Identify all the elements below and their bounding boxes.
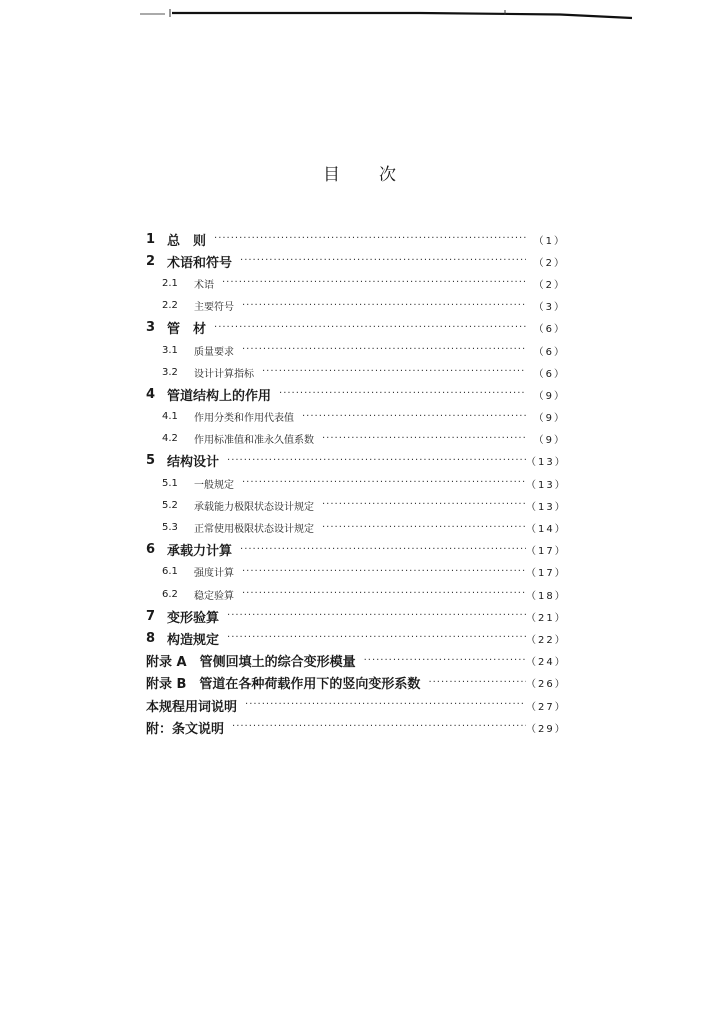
- dot-leader: [302, 412, 526, 422]
- dot-leader: [428, 678, 526, 688]
- table-of-contents: [146, 228, 566, 738]
- toc-entry[interactable]: [146, 716, 566, 738]
- dot-leader: [245, 700, 526, 710]
- toc-entry[interactable]: [146, 250, 566, 272]
- dot-leader: [242, 589, 526, 599]
- toc-entry-number: 7: [146, 608, 156, 624]
- toc-entry[interactable]: [146, 694, 566, 716]
- toc-entry[interactable]: [146, 450, 566, 472]
- toc-entry-page: （6）: [533, 324, 566, 336]
- toc-entry-title: 附录 A 管侧回填土的综合变形模量: [146, 651, 364, 670]
- toc-entry-page: （6）: [533, 368, 566, 380]
- toc-entry-page: （22）: [526, 634, 567, 646]
- toc-entry[interactable]: [146, 561, 566, 583]
- toc-entry-title: 附录 B 管道在各种荷载作用下的竖向变形系数: [146, 673, 428, 692]
- toc-entry[interactable]: [146, 472, 566, 494]
- dot-leader: [227, 456, 526, 466]
- toc-entry-number: 8: [146, 630, 156, 646]
- toc-entry-page: （21）: [526, 612, 567, 624]
- toc-entry-title: 总 则: [167, 230, 214, 249]
- toc-entry-number: 3: [146, 320, 156, 336]
- toc-entry-title: 构造规定: [167, 629, 227, 648]
- dot-leader: [322, 500, 526, 510]
- toc-entry-number: 5.2: [162, 499, 178, 511]
- toc-entry-page: （13）: [526, 501, 567, 513]
- dot-leader: [214, 323, 526, 333]
- dot-leader: [240, 256, 526, 266]
- toc-entry[interactable]: [146, 295, 566, 317]
- toc-entry[interactable]: [146, 383, 566, 405]
- toc-entry-number: 6.1: [162, 566, 178, 578]
- toc-entry-page: （14）: [526, 524, 567, 536]
- toc-entry-page: （2）: [533, 257, 566, 269]
- toc-entry-page: （17）: [526, 568, 567, 580]
- toc-heading: [0, 160, 728, 190]
- toc-entry[interactable]: [146, 494, 566, 516]
- toc-entry-title: 本规程用词说明: [146, 696, 245, 715]
- toc-entry-page: （9）: [533, 413, 566, 425]
- toc-entry-title: 术语和符号: [167, 252, 240, 271]
- dot-leader: [279, 389, 526, 399]
- toc-entry[interactable]: [146, 428, 566, 450]
- toc-entry-page: （13）: [526, 479, 567, 491]
- dot-leader: [364, 656, 526, 666]
- toc-entry-title: 强度计算: [194, 564, 242, 579]
- dot-leader: [214, 234, 526, 244]
- toc-entry-title: 作用分类和作用代表值: [194, 409, 302, 424]
- toc-entry-page: （1）: [533, 235, 566, 247]
- scan-edge-line: [0, 0, 728, 30]
- toc-entry-number: 3.2: [162, 366, 178, 378]
- toc-entry-number: 4.2: [162, 433, 178, 445]
- toc-entry-number: 4.1: [162, 411, 178, 423]
- toc-entry[interactable]: [146, 516, 566, 538]
- toc-entry-title: 管道结构上的作用: [167, 385, 279, 404]
- toc-entry-title: 质量要求: [194, 343, 242, 358]
- toc-entry-page: （3）: [533, 302, 566, 314]
- toc-entry-page: （26）: [526, 679, 567, 691]
- toc-entry[interactable]: [146, 672, 566, 694]
- toc-entry-number: 4: [146, 386, 156, 402]
- toc-entry-page: （13）: [526, 457, 567, 469]
- toc-entry[interactable]: [146, 228, 566, 250]
- toc-entry-page: （9）: [533, 435, 566, 447]
- toc-entry[interactable]: [146, 650, 566, 672]
- toc-entry-number: 2.2: [162, 300, 178, 312]
- toc-entry[interactable]: [146, 317, 566, 339]
- toc-entry[interactable]: [146, 361, 566, 383]
- toc-entry-page: （17）: [526, 546, 567, 558]
- toc-entry-page: （27）: [526, 701, 567, 713]
- toc-entry-title: 附：条文说明: [146, 718, 232, 737]
- toc-entry-title: 承载能力极限状态设计规定: [194, 498, 322, 513]
- dot-leader: [242, 345, 526, 355]
- toc-entry[interactable]: [146, 406, 566, 428]
- toc-entry-page: （2）: [533, 279, 566, 291]
- toc-entry-page: （29）: [526, 723, 567, 735]
- dot-leader: [262, 367, 526, 377]
- toc-entry-number: 3.1: [162, 344, 178, 356]
- toc-entry-page: （9）: [533, 390, 566, 402]
- toc-entry-title: 变形验算: [167, 607, 227, 626]
- toc-entry-title: 结构设计: [167, 451, 227, 470]
- toc-entry-title: 主要符号: [194, 298, 242, 313]
- toc-entry[interactable]: [146, 627, 566, 649]
- dot-leader: [222, 278, 526, 288]
- toc-entry-number: 1: [146, 231, 156, 247]
- toc-entry-number: 5: [146, 453, 156, 469]
- toc-entry-page: （6）: [533, 346, 566, 358]
- dot-leader: [322, 434, 526, 444]
- dot-leader: [242, 478, 526, 488]
- toc-entry-title: 管 材: [167, 318, 214, 337]
- dot-leader: [240, 545, 526, 555]
- toc-entry[interactable]: [146, 583, 566, 605]
- toc-entry-title: 作用标准值和准永久值系数: [194, 431, 322, 446]
- toc-entry-page: （24）: [526, 657, 567, 669]
- toc-entry[interactable]: [146, 605, 566, 627]
- toc-entry-number: 5.1: [162, 477, 178, 489]
- toc-entry-number: 6: [146, 542, 156, 558]
- dot-leader: [232, 722, 526, 732]
- toc-entry-page: （18）: [526, 590, 567, 602]
- toc-entry[interactable]: [146, 339, 566, 361]
- toc-entry[interactable]: [146, 539, 566, 561]
- dot-leader: [322, 523, 526, 533]
- dot-leader: [227, 611, 526, 621]
- toc-entry-title: 设计计算指标: [194, 365, 262, 380]
- toc-heading-part1: 目: [323, 165, 341, 185]
- toc-entry-title: 承载力计算: [167, 540, 240, 559]
- toc-heading-part2: 次: [379, 165, 397, 185]
- toc-entry-title: 稳定验算: [194, 587, 242, 602]
- dot-leader: [242, 567, 526, 577]
- dot-leader: [242, 301, 526, 311]
- toc-entry-title: 术语: [194, 276, 222, 291]
- toc-entry-title: 正常使用极限状态设计规定: [194, 520, 322, 535]
- toc-entry-number: 6.2: [162, 588, 178, 600]
- toc-entry-number: 2.1: [162, 277, 178, 289]
- toc-entry-number: 2: [146, 253, 156, 269]
- dot-leader: [227, 633, 526, 643]
- toc-entry-title: 一般规定: [194, 476, 242, 491]
- toc-entry[interactable]: [146, 272, 566, 294]
- toc-entry-number: 5.3: [162, 522, 178, 534]
